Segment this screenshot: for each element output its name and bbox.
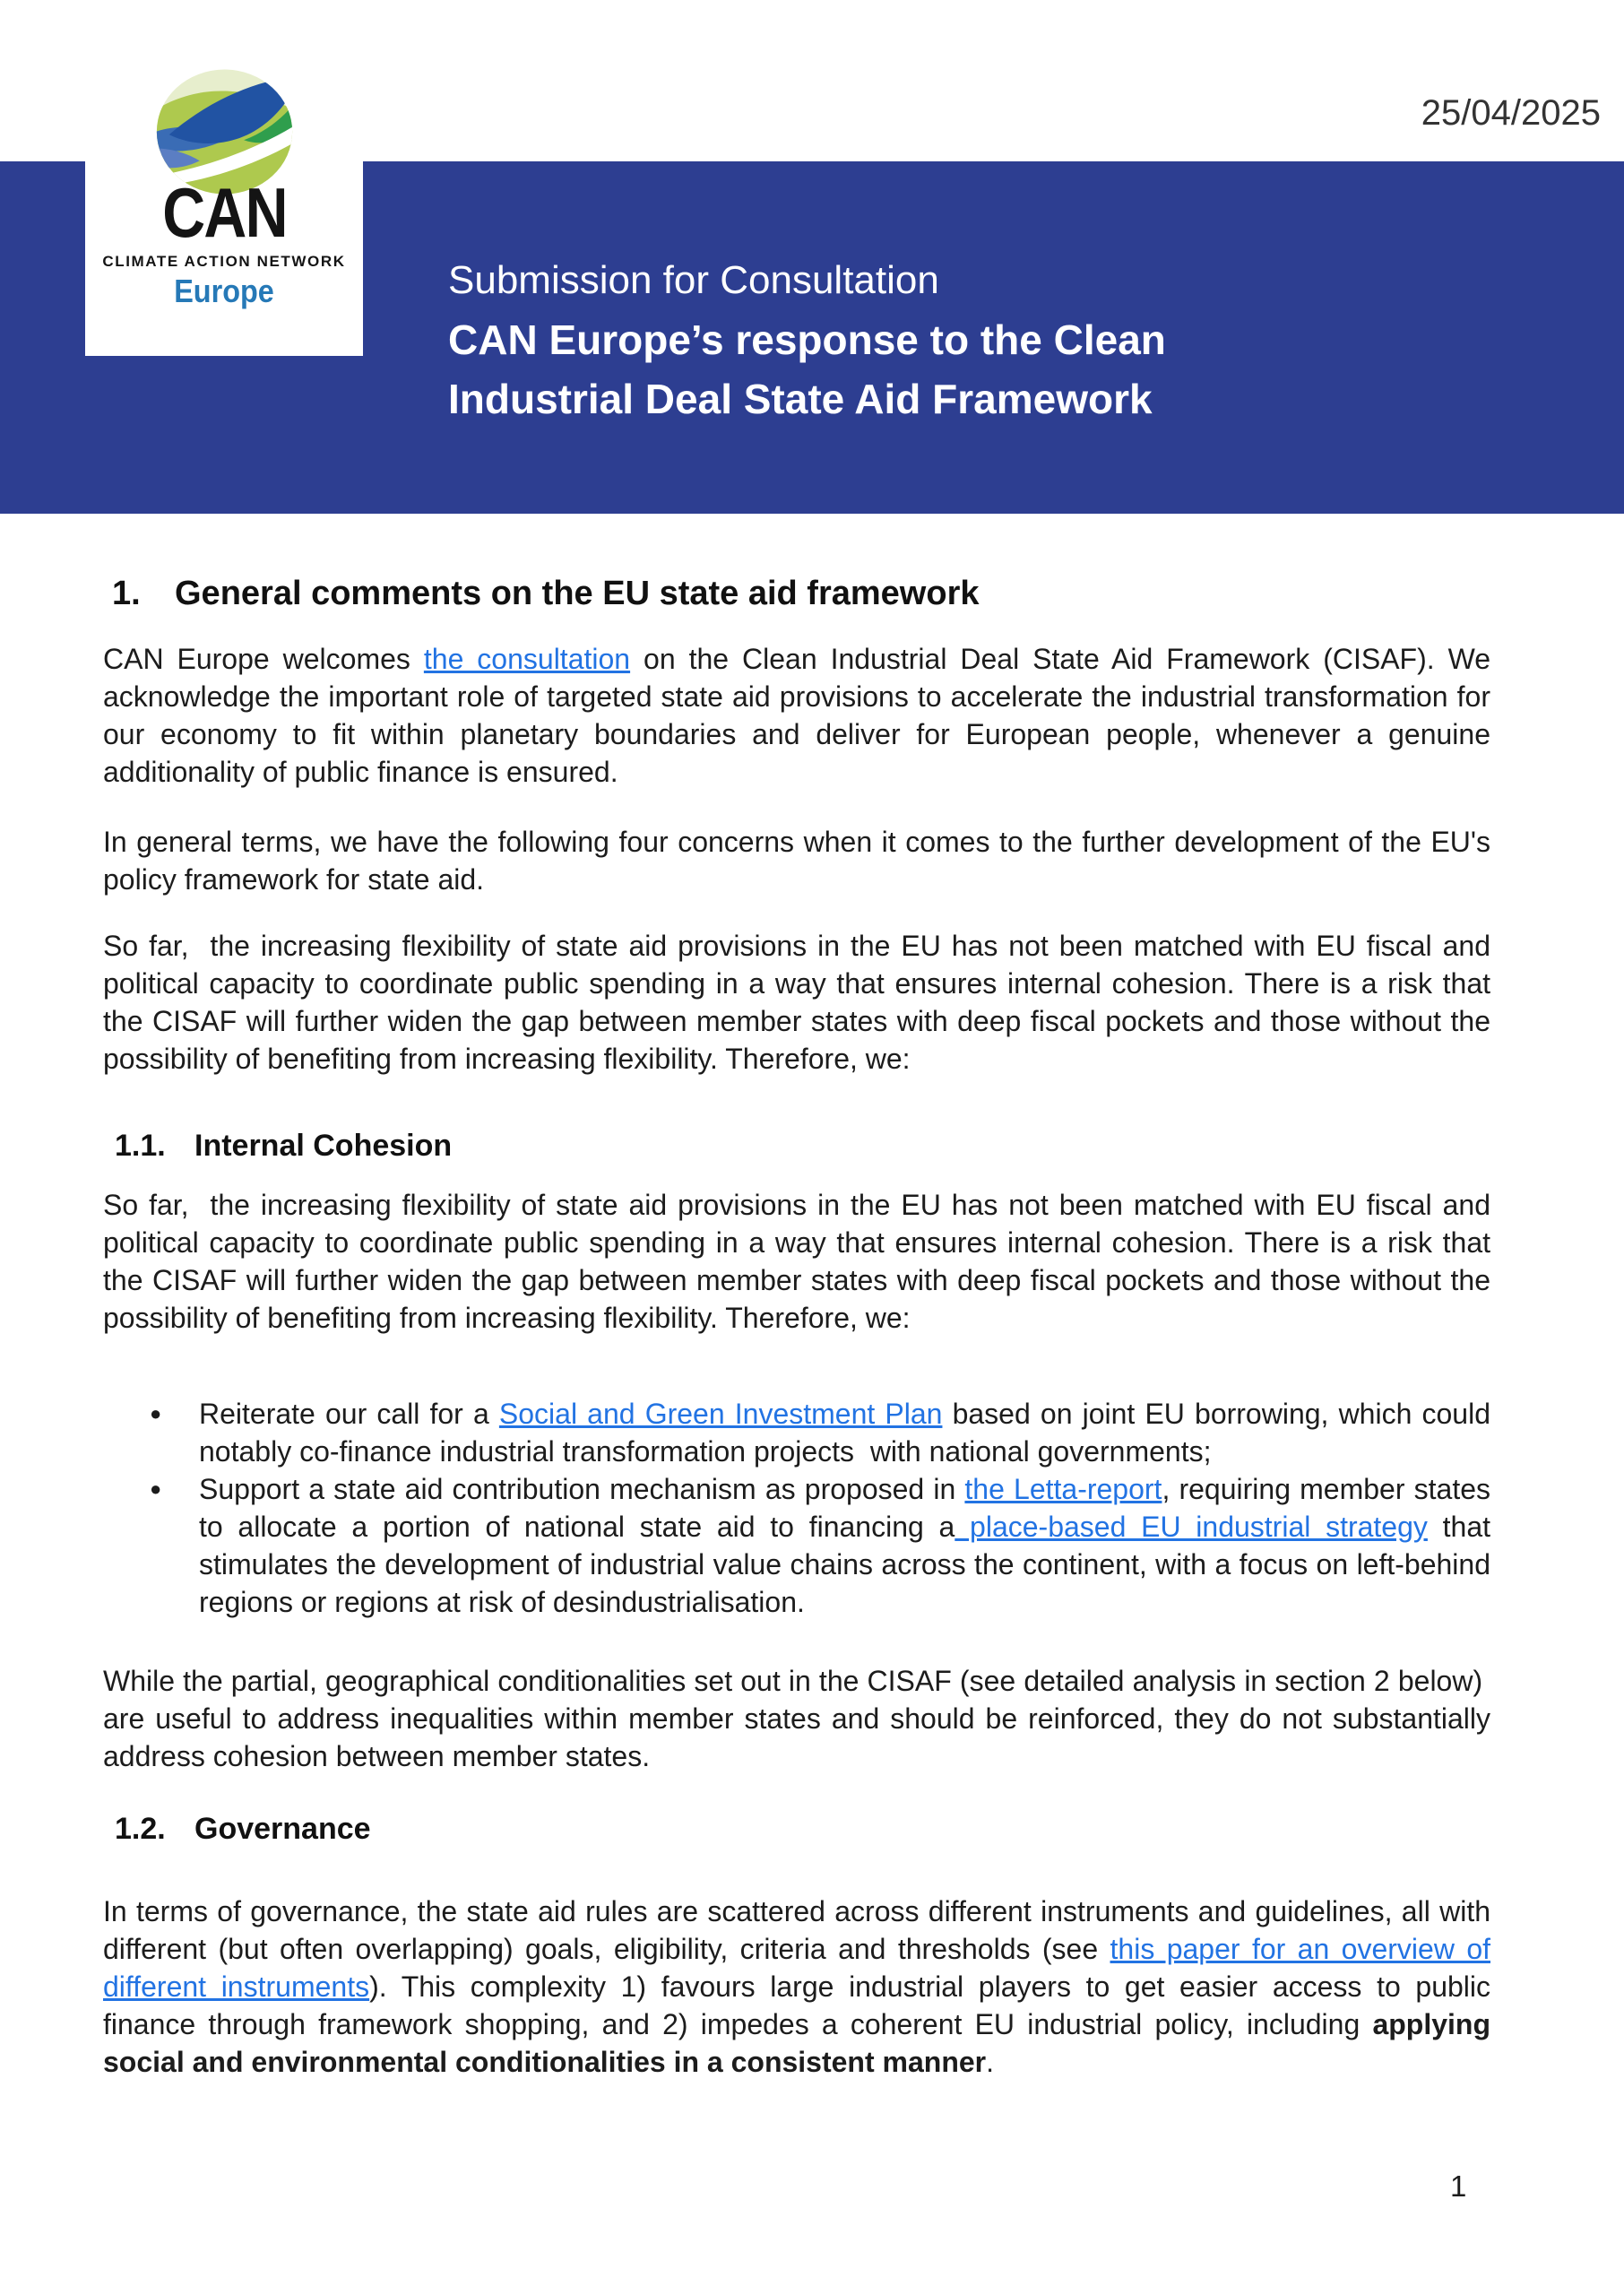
banner-text-block: [448, 251, 1166, 429]
text-run: CAN Europe welcomes: [103, 643, 424, 675]
can-europe-logo: [85, 36, 363, 356]
text-run: So far, the increasing flexibility of state aid provisions in the EU has not been matched with EU fiscal and political capacity to coordinate public spending in a way that ensures internal cohesion. There is a risk that the CISAF will further widen the gap between member states with deep fiscal pockets and those without the possibility of benefiting from increasing flexibility. Therefore, we:: [103, 930, 1490, 1075]
link-place-based-strategy[interactable]: place-based EU industrial strategy: [955, 1511, 1428, 1543]
text-run: that stimulates the development of industrial value chains across the continent, with a focus on left-behind regions or regions at risk of desindustrialisation.: [199, 1511, 1491, 1618]
bullet-icon: ●: [150, 1402, 162, 1425]
bullet-text: [199, 1395, 1490, 1470]
heading-text: Internal Cohesion: [194, 1129, 453, 1163]
text-run: While the partial, geographical conditionalities set out in the CISAF (see detailed analysis in section 2 below) are useful to address inequalities within member states and should be reinforced, they do not substantially address cohesion between member states.: [103, 1665, 1490, 1772]
bullet-investment-plan: [103, 1395, 1490, 1470]
document-body: [103, 572, 1490, 2081]
text-run: , requiring member states to allocate a portion of national state aid to financing a: [199, 1473, 1491, 1543]
link-the-consultation[interactable]: the consultation: [423, 643, 631, 675]
banner-title-line1: CAN Europe’s response to the Clean: [448, 316, 1166, 363]
link-instruments-overview-paper[interactable]: this paper for an overview of different instruments: [103, 1933, 1490, 2003]
logo-network-name: CLIMATE ACTION NETWORK: [102, 253, 346, 270]
para-so-far-2: [103, 1186, 1490, 1337]
logo-acronym: CAN: [161, 173, 287, 252]
bullet-contribution-mechanism: [103, 1470, 1490, 1621]
para-so-far-1: [103, 927, 1490, 1078]
banner-title-line2: Industrial Deal State Aid Framework: [448, 376, 1153, 422]
text-run: .: [986, 2046, 994, 2078]
link-letta-report[interactable]: the Letta-report: [964, 1473, 1162, 1505]
page-number: 1: [1450, 2169, 1467, 2203]
heading-s1: [103, 572, 1490, 615]
bullet-list: [103, 1395, 1490, 1621]
text-run: on the Clean Industrial Deal State Aid Framework (CISAF). We acknowledge the important role of targeted state aid provisions to accelerate the industrial transformation for our economy to fit within planetary boundaries and deliver for European people, whenever a genuine additionality of public finance is ensured.: [103, 643, 1491, 788]
para-governance: [103, 1892, 1490, 2081]
text-run: Support a state aid contribution mechanism as proposed in: [199, 1473, 965, 1505]
text-run: Reiterate our call for a: [199, 1398, 499, 1430]
heading-number: 1.2.: [115, 1812, 166, 1846]
heading-text: General comments on the EU state aid framework: [175, 575, 980, 612]
heading-s1-2: [103, 1809, 1490, 1849]
heading-text: Governance: [194, 1812, 371, 1846]
heading-number: 1.: [112, 575, 141, 612]
heading-number: 1.1.: [115, 1129, 166, 1163]
text-run: In terms of governance, the state aid rules are scattered across different instruments and guidelines, all with different (but often overlapping) goals, eligibility, criteria and thresholds (see: [103, 1895, 1490, 1965]
link-social-green-investment-plan[interactable]: Social and Green Investment Plan: [498, 1398, 943, 1430]
banner-kicker: Submission for Consultation: [448, 258, 939, 302]
text-run: In general terms, we have the following four concerns when it comes to the further development of the EU's policy framework for state aid.: [103, 826, 1490, 896]
para-welcome: [103, 640, 1490, 791]
logo-region: Europe: [174, 273, 274, 309]
text-run: based on joint EU borrowing, which could notably co-finance industrial transformation projects with national governments;: [199, 1398, 1491, 1468]
bullet-text: [199, 1470, 1490, 1621]
bullet-icon: ●: [150, 1477, 162, 1500]
para-general-terms: [103, 823, 1490, 898]
bold-text-run: applying social and environmental conditionalities in a consistent manner: [103, 2008, 1490, 2078]
para-while-partial: [103, 1662, 1490, 1775]
text-run: ). This complexity 1) favours large industrial players to get easier access to public finance through framework shopping, and 2) impedes a coherent EU industrial policy, including: [103, 1970, 1491, 2040]
heading-s1-1: [103, 1126, 1490, 1165]
document-date: 25/04/2025: [1421, 93, 1601, 133]
text-run: So far, the increasing flexibility of state aid provisions in the EU has not been matched with EU fiscal and political capacity to coordinate public spending in a way that ensures internal cohesion. There is a risk that the CISAF will further widen the gap between member states with deep fiscal pockets and those without the possibility of benefiting from increasing flexibility. Therefore, we:: [103, 1189, 1490, 1334]
